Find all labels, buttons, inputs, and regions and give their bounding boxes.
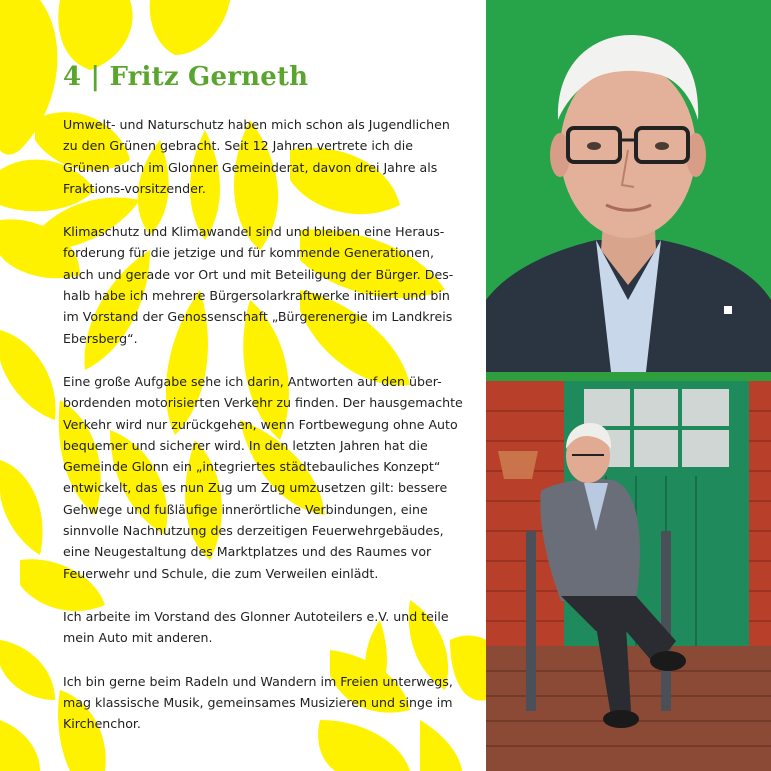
paragraph-5: Ich bin gerne beim Radeln und Wandern im Freien unterwegs, mag klassische Musik, gemeinsames Musizieren und singe im Kirchenchor.: [63, 673, 453, 732]
green-divider: [486, 372, 771, 381]
paragraph-3: Eine große Aufgabe sehe ich darin, Antworten auf den über-bordenden motorisierten Verkehr zu finden. Der hausgemachte Verkehr wird nur zurückgehen, wenn Fortbewegung ohne Auto bequemer und sicherer wird. In den letzten Jahren hat die Gemeinde Glonn ein „integriertes städtebauliches Konzept“ entwickelt, das es nun Zug um Zug umzusetzen gilt: bessere Gehwege und fußläufige innerörtliche Verbindungen, eine sinnvolle Nachnutzung des derzeitigen Feuerwehrgebäudes, eine Neugestaltung des Marktplatzes und des Raumes vor Feuerwehr und Schule, die zum Verweilen einlädt.: [63, 373, 463, 581]
article: [63, 62, 463, 756]
paragraph-1: Umwelt- und Naturschutz haben mich schon als Jugendlichen zu den Grünen gebracht. Seit 12 Jahren vertrete ich die Grünen auch im Glonner Gemeinderat, davon drei Jahre als Fraktions-vorsitzender.: [63, 117, 450, 196]
page-title: 4 | Fritz Gerneth: [63, 62, 309, 92]
garden-chair-photo: [486, 381, 771, 771]
paragraph-4: Ich arbeite im Vorstand des Glonner Autoteilers e.V. und teile mein Auto mit anderen.: [63, 608, 449, 646]
paragraph-2: Klimaschutz und Klimawandel sind und bleiben eine Heraus-forderung für die jetzige und für kommende Generationen, auch und gerade vor Ort und mit Beteiligung der Bürger. Des-halb habe ich mehrere Bürgersolarkraftwerke initiiert und bin im Vorstand der Genossenschaft „Bürgerenergie im Landkreis Ebersberg“.: [63, 224, 454, 346]
portrait-photo: [486, 0, 771, 372]
